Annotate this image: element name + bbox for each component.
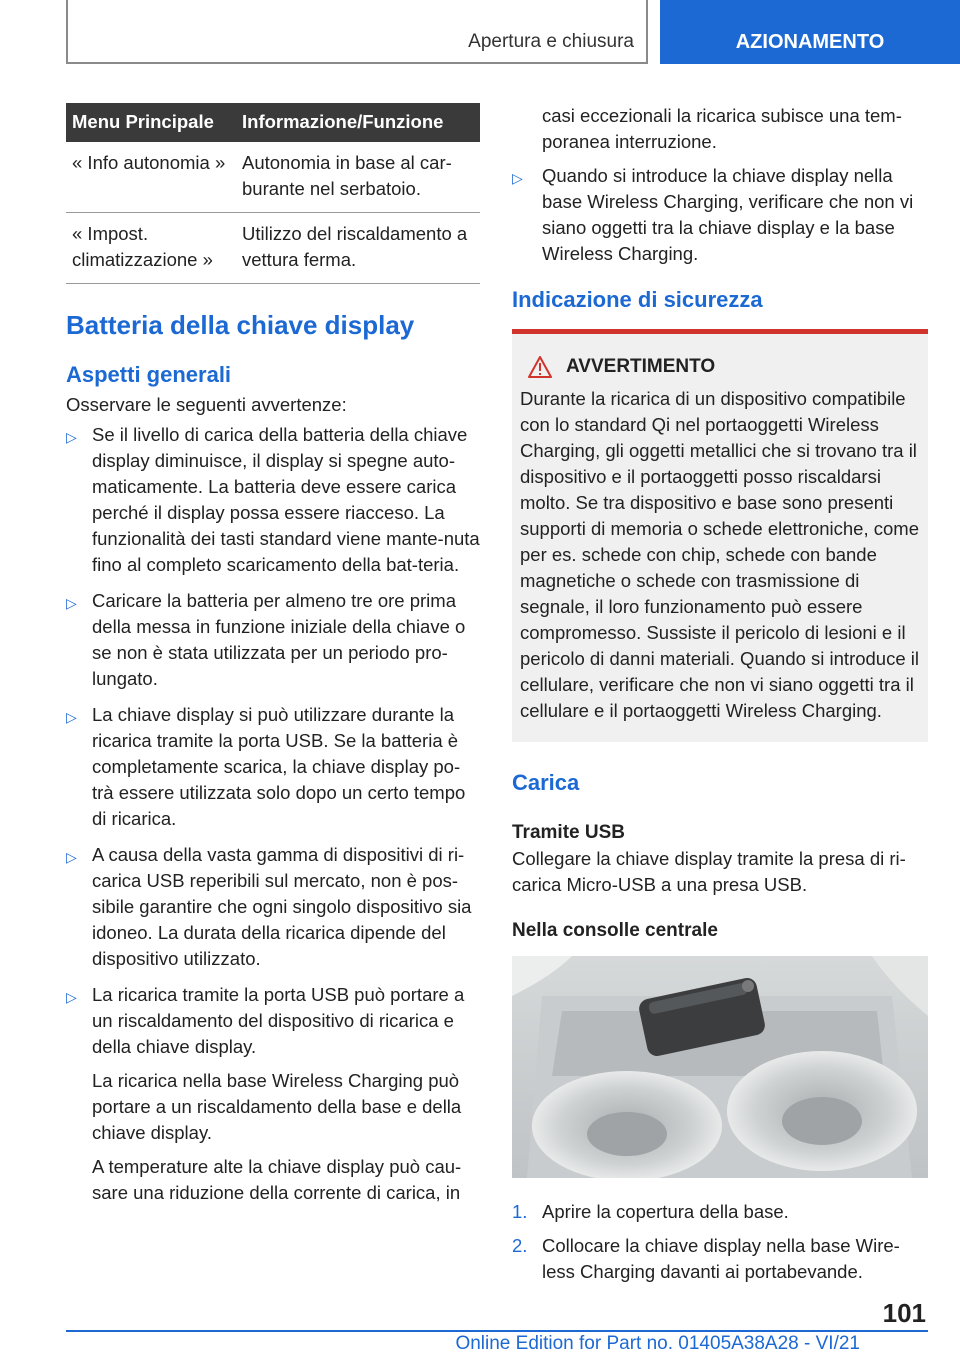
list-item-text: Quando si introduce la chiave display nella base Wireless Charging, verificare che non vi siano oggetti tra la chiave display e la base Wireless Charging. <box>542 165 914 264</box>
list-item-text: A causa della vasta gamma di dispositivi di ri-carica USB reperibili sul mercato, non è pos-sibile garantire che ogni singolo dispositivo sia idoneo. La durata della ricarica dipende del dispositivo utilizzato. <box>92 844 472 969</box>
warning-box <box>512 329 928 742</box>
sub-heading: Tramite USB <box>512 822 625 843</box>
chapter-tab: AZIONAMENTO <box>660 0 960 64</box>
list-item <box>66 842 480 972</box>
step-number: 1. <box>512 1201 528 1222</box>
step-item <box>512 1199 928 1225</box>
list-item <box>66 702 480 832</box>
sub-heading: Nella consolle centrale <box>512 920 718 941</box>
table-header: Menu Principale <box>66 103 236 142</box>
bullet-triangle-icon: ▷ <box>512 170 523 186</box>
list-item-text: Se il livello di carica della batteria della chiave display diminuisce, il display si spegne auto-maticamente. La batteria deve essere carica perché il display possa essere riacceso. La funzionalità dei tasti standard viene mante-nuta fino al completo scaricamento della bat-teria. <box>92 424 480 575</box>
footer-divider <box>66 1330 928 1332</box>
console-photo <box>512 956 928 1178</box>
table-header-row <box>66 103 480 142</box>
list-item-text: La ricarica tramite la porta USB può portare a un riscaldamento del dispositivo di ricarica e della chiave display. <box>92 984 465 1057</box>
right-column <box>512 103 928 1293</box>
edition-text: Online Edition for Part no. 01405A38A28 - VI/21 <box>455 1333 860 1354</box>
list-item <box>66 422 480 578</box>
warning-title: AVVERTIMENTO <box>566 356 716 377</box>
subsection-heading: Carica <box>512 770 580 795</box>
list-item <box>66 588 480 692</box>
body-text: Collegare la chiave display tramite la presa di ri-carica Micro-USB a una presa USB. <box>512 848 906 895</box>
subsection-heading: Aspetti generali <box>66 362 232 387</box>
list-item <box>512 163 928 267</box>
list-item <box>66 982 480 1206</box>
bullet-triangle-icon: ▷ <box>66 849 77 865</box>
page-number: 101 <box>882 1298 926 1328</box>
table-row <box>66 213 480 284</box>
warning-text: Durante la ricarica di un dispositivo compatibile con lo standard Qi nel portaoggetti Wireless Charging, gli oggetti metallici che si trovano tra il dispositivo e il portaoggetti posso riscaldarsi molto. Se tra dispositivo e base sono presenti supporti di memoria o schede elettroniche, come per es. schede con chip, schede con bande magnetiche o schede con trasmissione di segnale, il loro funzionamento può essere compromesso. Sussiste il pericolo di lesioni e il pericolo di danni materiali. Quando si introduce il cellulare, verificare che non vi siano oggetti tra il cellulare e il portaoggetti Wireless Charging. <box>520 388 919 721</box>
list-item-continuation: A temperature alte la chiave display può cau-sare una riduzione della corrente di carica, in <box>92 1156 462 1203</box>
table-cell: Autonomia in base al car-burante nel serbatoio. <box>236 142 480 213</box>
continued-text: casi eccezionali la ricarica subisce una tem-poranea interruzione. <box>542 105 902 152</box>
left-column <box>66 103 480 1216</box>
list-item-text: La chiave display si può utilizzare durante la ricarica tramite la porta USB. Se la batteria è completamente scarica, la chiave display po-trà essere utilizzata solo dopo un certo tempo di ricarica. <box>92 704 466 829</box>
step-text: Aprire la copertura della base. <box>542 1201 789 1222</box>
bullet-triangle-icon: ▷ <box>66 595 77 611</box>
subsection-heading: Indicazione di sicurezza <box>512 287 763 312</box>
table-row <box>66 142 480 213</box>
bullet-triangle-icon: ▷ <box>66 709 77 725</box>
step-number: 2. <box>512 1235 528 1256</box>
list-item-text: Caricare la batteria per almeno tre ore prima della messa in funzione iniziale della chiave o se non è stata utilizzata per un periodo pro-lungato. <box>92 590 466 689</box>
section-heading: Batteria della chiave display <box>66 310 415 340</box>
section-title: Apertura e chiusura <box>468 31 634 52</box>
table-cell: « Impost. climatizzazione » <box>66 213 236 284</box>
table-header: Informazione/Funzione <box>236 103 480 142</box>
list-item-continuation: La ricarica nella base Wireless Charging può portare a un riscaldamento della base e della chiave display. <box>92 1070 462 1143</box>
table-cell: « Info autonomia » <box>66 142 236 213</box>
step-item <box>512 1233 928 1285</box>
bullet-triangle-icon: ▷ <box>66 989 77 1005</box>
warning-header <box>520 354 920 380</box>
table-cell: Utilizzo del riscaldamento a vettura ferma. <box>236 213 480 284</box>
intro-text: Osservare le seguenti avvertenze: <box>66 394 347 415</box>
steps-list <box>512 1199 928 1285</box>
menu-table <box>66 103 480 284</box>
step-text: Collocare la chiave display nella base Wire-less Charging davanti ai portabevande. <box>542 1235 900 1282</box>
bullet-triangle-icon: ▷ <box>66 429 77 445</box>
warning-triangle-icon <box>528 356 552 378</box>
